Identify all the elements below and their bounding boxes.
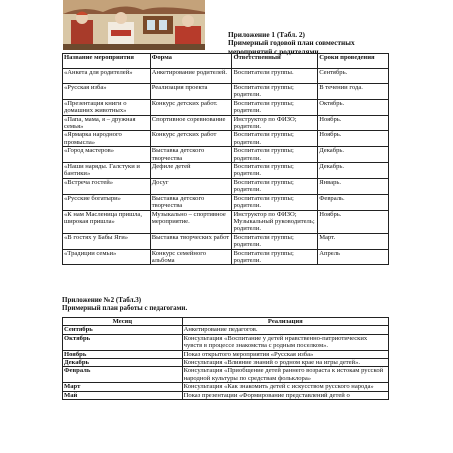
cell-event-name: «Презентация книги о домашних животных»	[63, 99, 151, 115]
cell-dates: Ноябрь.	[318, 210, 389, 233]
cell-event-name: «К нам Масленица пришла, широкая пришла»	[63, 210, 151, 233]
cell-dates: Сентябрь.	[318, 69, 389, 84]
cell-form: Выставка творческих работ	[150, 233, 232, 249]
cell-month: Май	[63, 391, 183, 399]
cell-responsible: Воспитатели группы; родители.	[232, 99, 318, 115]
table-row	[63, 163, 389, 179]
table-row	[63, 99, 389, 115]
cell-form: Спортивное соревнование	[150, 115, 232, 131]
appendix1-subtitle-line1: Примерный годовой план совместных	[228, 38, 355, 48]
cell-dates: Февраль.	[318, 194, 389, 210]
cell-implementation: Показ открытого мероприятия «Русская изба»	[182, 350, 388, 358]
appendix2-title: Приложение №2 (Табл.3)	[62, 296, 142, 304]
table-row	[63, 326, 389, 334]
table-row	[63, 233, 389, 249]
cell-form: Конкурс семейного альбома	[150, 249, 232, 265]
cell-event-name: «Встреча гостей»	[63, 178, 151, 194]
cell-event-name: «Папа, мама, я – дружная семья»	[63, 115, 151, 131]
appendix1-subtitle-line2: мероприятий с родителями.	[228, 46, 321, 56]
cell-implementation: Консультация «Приобщение детей раннего возраста к истокам русской народной культуры по средствам фольклора»	[182, 367, 388, 383]
cell-form: Дефиле детей	[150, 163, 232, 179]
cell-dates: Декабрь.	[318, 163, 389, 179]
cell-dates: Март.	[318, 233, 389, 249]
cell-responsible: Воспитатели группы; родители.	[232, 194, 318, 210]
cell-event-name: «Город мастеров»	[63, 147, 151, 163]
col-header-dates: Сроки проведения	[318, 54, 389, 69]
cell-implementation: Консультация «Влияние знаний о родном крае на игры детей».	[182, 359, 388, 367]
teachers-plan-table	[62, 317, 389, 400]
cell-dates: Апрель	[318, 249, 389, 265]
table-row	[63, 194, 389, 210]
cell-responsible: Воспитатели группы; родители.	[232, 84, 318, 100]
cell-responsible: Воспитатели группы; родители.	[232, 131, 318, 147]
cell-responsible: Инструктор по ФИЗО; родители.	[232, 115, 318, 131]
cell-form: Конкурс детских работ.	[150, 99, 232, 115]
cell-month: Ноябрь	[63, 350, 183, 358]
table-row	[63, 84, 389, 100]
cell-month: Февраль	[63, 367, 183, 383]
col-header-form: Форма	[150, 54, 232, 69]
cell-implementation: Анкетирование педагогов.	[182, 326, 388, 334]
cell-dates: Декабрь.	[318, 147, 389, 163]
cell-responsible: Воспитатели группы; родители.	[232, 233, 318, 249]
appendix1-title: Приложение 1 (Табл. 2)	[228, 30, 305, 39]
table-row	[63, 334, 389, 350]
appendix2-subtitle: Примерный план работы с педагогами.	[62, 304, 188, 313]
cell-event-name: «Традиции семьи»	[63, 249, 151, 265]
table-row	[63, 147, 389, 163]
cell-form: Анкетирование родителей.	[150, 69, 232, 84]
cell-responsible: Воспитатели группы; родители.	[232, 163, 318, 179]
table-row	[63, 131, 389, 147]
cell-event-name: «Русские богатыри»	[63, 194, 151, 210]
cell-implementation: Консультация «Воспитание у детей нравственно-патриотических чувств в процессе знакомства с родным поселком».	[182, 334, 388, 350]
cell-responsible: Воспитатели группы.	[232, 69, 318, 84]
cell-month: Октябрь	[63, 334, 183, 350]
table-row	[63, 367, 389, 383]
cell-responsible: Инструктор по ФИЗО; Музыкальный руководитель; родители.	[232, 210, 318, 233]
cell-month: Сентябрь	[63, 326, 183, 334]
cell-dates: Январь.	[318, 178, 389, 194]
joint-events-table	[62, 53, 389, 265]
cell-form: Досуг	[150, 178, 232, 194]
table-row	[63, 210, 389, 233]
cell-form: Выставка детского творчества	[150, 147, 232, 163]
cell-event-name: «Наши наряды. Галстуки и бантики»	[63, 163, 151, 179]
cell-responsible: Воспитатели группы; родители.	[232, 147, 318, 163]
col-header-responsible: Ответственный	[232, 54, 318, 69]
table-header-row	[63, 318, 389, 326]
col-header-name: Название мероприятия	[63, 54, 151, 69]
table-row	[63, 383, 389, 391]
table-row	[63, 350, 389, 358]
cell-implementation: Консультация «Как знакомить детей с искусством русского народа»	[182, 383, 388, 391]
cell-month: Декабрь	[63, 359, 183, 367]
cell-form: Реализация проекта	[150, 84, 232, 100]
col-header-implementation: Реализация	[182, 318, 388, 326]
table-row	[63, 69, 389, 84]
col-header-month: Месяц	[63, 318, 183, 326]
cell-responsible: Воспитатели группы; родители.	[232, 249, 318, 265]
header-illustration	[63, 0, 205, 50]
appendix2-heading	[62, 296, 187, 312]
cell-dates: Ноябрь.	[318, 115, 389, 131]
table-row	[63, 359, 389, 367]
cell-responsible: Воспитатели группы; родители.	[232, 178, 318, 194]
cell-event-name: «Ярмарка народного промысла»	[63, 131, 151, 147]
cell-event-name: «Русская изба»	[63, 84, 151, 100]
cell-implementation: Показ презентации «Формирование представлений детей о	[182, 391, 388, 399]
cell-form: Выставка детского творчества	[150, 194, 232, 210]
cell-month: Март	[63, 383, 183, 391]
cell-dates: Ноябрь.	[318, 131, 389, 147]
table-row	[63, 391, 389, 399]
cell-form: Конкурс детских работ	[150, 131, 232, 147]
table-row	[63, 249, 389, 265]
cell-event-name: «В гостях у Бабы Яги»	[63, 233, 151, 249]
table-header-row	[63, 54, 389, 69]
table-row	[63, 115, 389, 131]
cell-event-name: «Анкета для родителей»	[63, 69, 151, 84]
cell-dates: В течении года.	[318, 84, 389, 100]
cell-dates: Октябрь.	[318, 99, 389, 115]
table-row	[63, 178, 389, 194]
cell-form: Музыкально – спортивное мероприятие.	[150, 210, 232, 233]
